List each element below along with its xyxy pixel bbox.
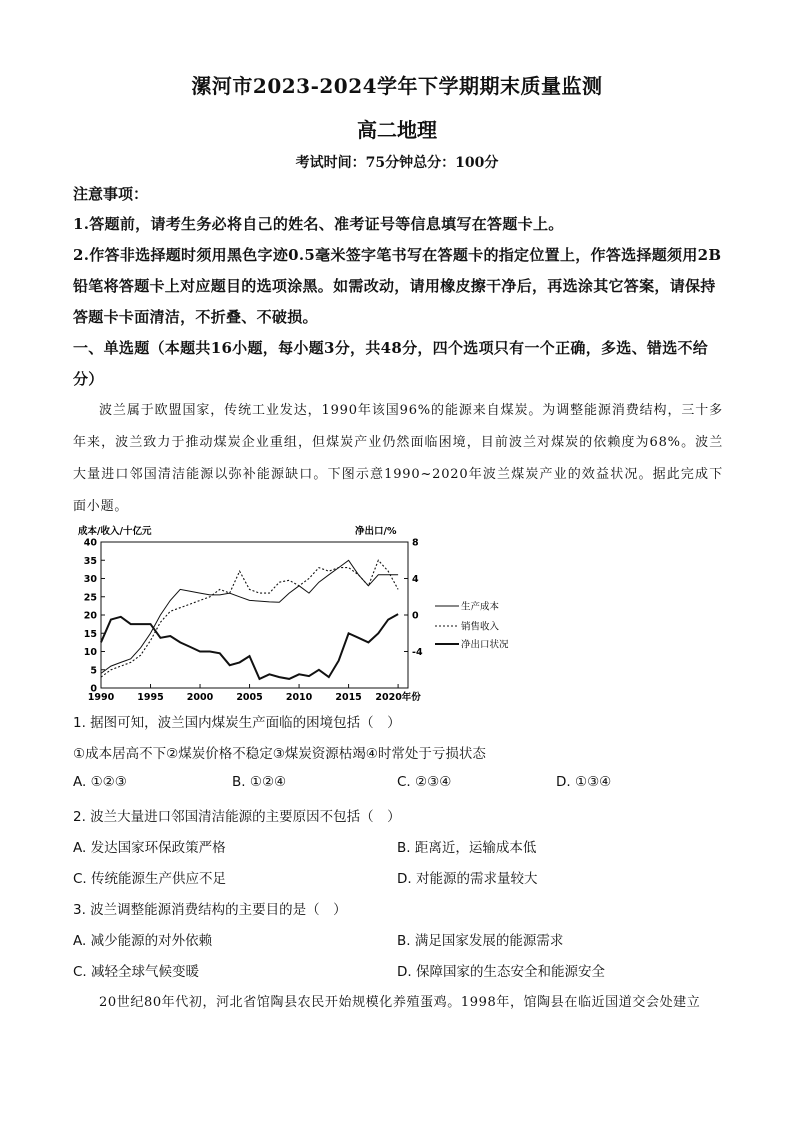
left-tick-label: 25	[83, 592, 97, 604]
question-1-option-d[interactable]: D. ①③④	[556, 774, 612, 790]
question-3-option-a[interactable]: A. 减少能源的对外依赖	[73, 933, 213, 949]
notice-item-1: 1.答题前，请考生务必将自己的姓名、准考证号等信息填写在答题卡上。	[73, 215, 564, 233]
coal-industry-chart	[73, 520, 513, 705]
left-axis-label: 成本/收入/十亿元	[78, 526, 152, 537]
x-tick-label: 2000	[186, 692, 214, 703]
left-tick-label: 40	[83, 537, 97, 549]
notice-item-2: 2.作答非选择题时须用黑色字迹0.5毫米签字笔书写在答题卡的指定位置上，作答选择题须用2B铅笔将答题卡上对应题目的选项涂黑。如需改动，请用橡皮擦干净后，再选涂其它答案，请保持答题卡卡面清洁，不折叠、不破损。	[73, 246, 722, 326]
legend-label-2: 销售收入	[461, 621, 500, 633]
question-2-option-b[interactable]: B. 距离近，运输成本低	[397, 840, 537, 856]
x-tick-label: 2015	[335, 692, 362, 703]
question-2-stem: 2. 波兰大量进口邻国清洁能源的主要原因不包括（ ）	[73, 809, 401, 825]
right-tick-label: 4	[412, 574, 419, 585]
series-line-3	[101, 614, 398, 679]
left-tick-label: 35	[83, 555, 97, 567]
exam-info: 考试时间：75分钟总分：100分	[295, 155, 499, 171]
question-2-option-c[interactable]: C. 传统能源生产供应不足	[73, 871, 227, 887]
question-3-option-c[interactable]: C. 减轻全球气候变暖	[73, 964, 200, 980]
legend-label-1: 生产成本	[461, 601, 500, 613]
question-3-option-d[interactable]: D. 保障国家的生态安全和能源安全	[397, 964, 605, 980]
left-tick-label: 20	[83, 610, 97, 622]
left-tick-label: 0	[90, 683, 97, 695]
question-1-option-a[interactable]: A. ①②③	[73, 774, 127, 790]
reading-passage-1: 波兰属于欧盟国家，传统工业发达，1990年该国96%的能源来自煤炭。为调整能源消费结构，三十多年来，波兰致力于推动煤炭企业重组，但煤炭产业仍然面临困境，目前波兰对煤炭的依赖度为68%。波兰大量进口邻国清洁能源以弥补能源缺口。下图示意1990~2020年波兰煤炭产业的效益状况。据此完成下面小题。	[73, 403, 723, 514]
question-3-stem: 3. 波兰调整能源消费结构的主要目的是（ ）	[73, 902, 347, 918]
x-tick-label: 2005	[236, 692, 263, 703]
question-3-option-b[interactable]: B. 满足国家发展的能源需求	[397, 933, 564, 949]
series-line-2	[101, 560, 398, 677]
exam-title: 漯河市2023-2024学年下学期期末质量监测	[191, 74, 603, 98]
left-tick-label: 15	[83, 628, 97, 640]
reading-passage-2: 20世纪80年代初，河北省馆陶县农民开始规模化养殖蛋鸡。1998年，馆陶县在临近国道交会处建立	[99, 995, 701, 1010]
x-tick-label: 1995	[137, 692, 164, 703]
question-1-statements: ①成本居高不下②煤炭价格不稳定③煤炭资源枯竭④时常处于亏损状态	[73, 746, 486, 762]
notice-heading: 注意事项：	[73, 185, 149, 203]
left-tick-label: 5	[90, 665, 97, 677]
right-tick-label: -4	[412, 647, 423, 658]
legend-label-3: 净出口状况	[461, 639, 509, 651]
subject-title: 高二地理	[357, 118, 437, 142]
right-tick-label: 8	[412, 537, 419, 549]
question-1-option-b[interactable]: B. ①②④	[232, 774, 287, 790]
question-1-option-c[interactable]: C. ②③④	[397, 774, 452, 790]
x-tick-label: 2020年份	[375, 692, 421, 703]
left-tick-label: 30	[83, 574, 97, 585]
section-heading: 一、单选题（本题共16小题，每小题3分，共48分，四个选项只有一个正确，多选、错选不给分）	[73, 339, 709, 388]
question-1-stem: 1. 据图可知，波兰国内煤炭生产面临的困境包括（ ）	[73, 715, 401, 731]
right-tick-label: 0	[412, 610, 419, 622]
question-2-option-a[interactable]: A. 发达国家环保政策严格	[73, 840, 226, 856]
x-tick-label: 2010	[285, 692, 313, 703]
x-tick-label: 1990	[87, 692, 115, 703]
right-axis-label: 净出口/%	[355, 526, 397, 537]
question-2-option-d[interactable]: D. 对能源的需求量较大	[397, 871, 538, 887]
left-tick-label: 10	[83, 647, 97, 658]
